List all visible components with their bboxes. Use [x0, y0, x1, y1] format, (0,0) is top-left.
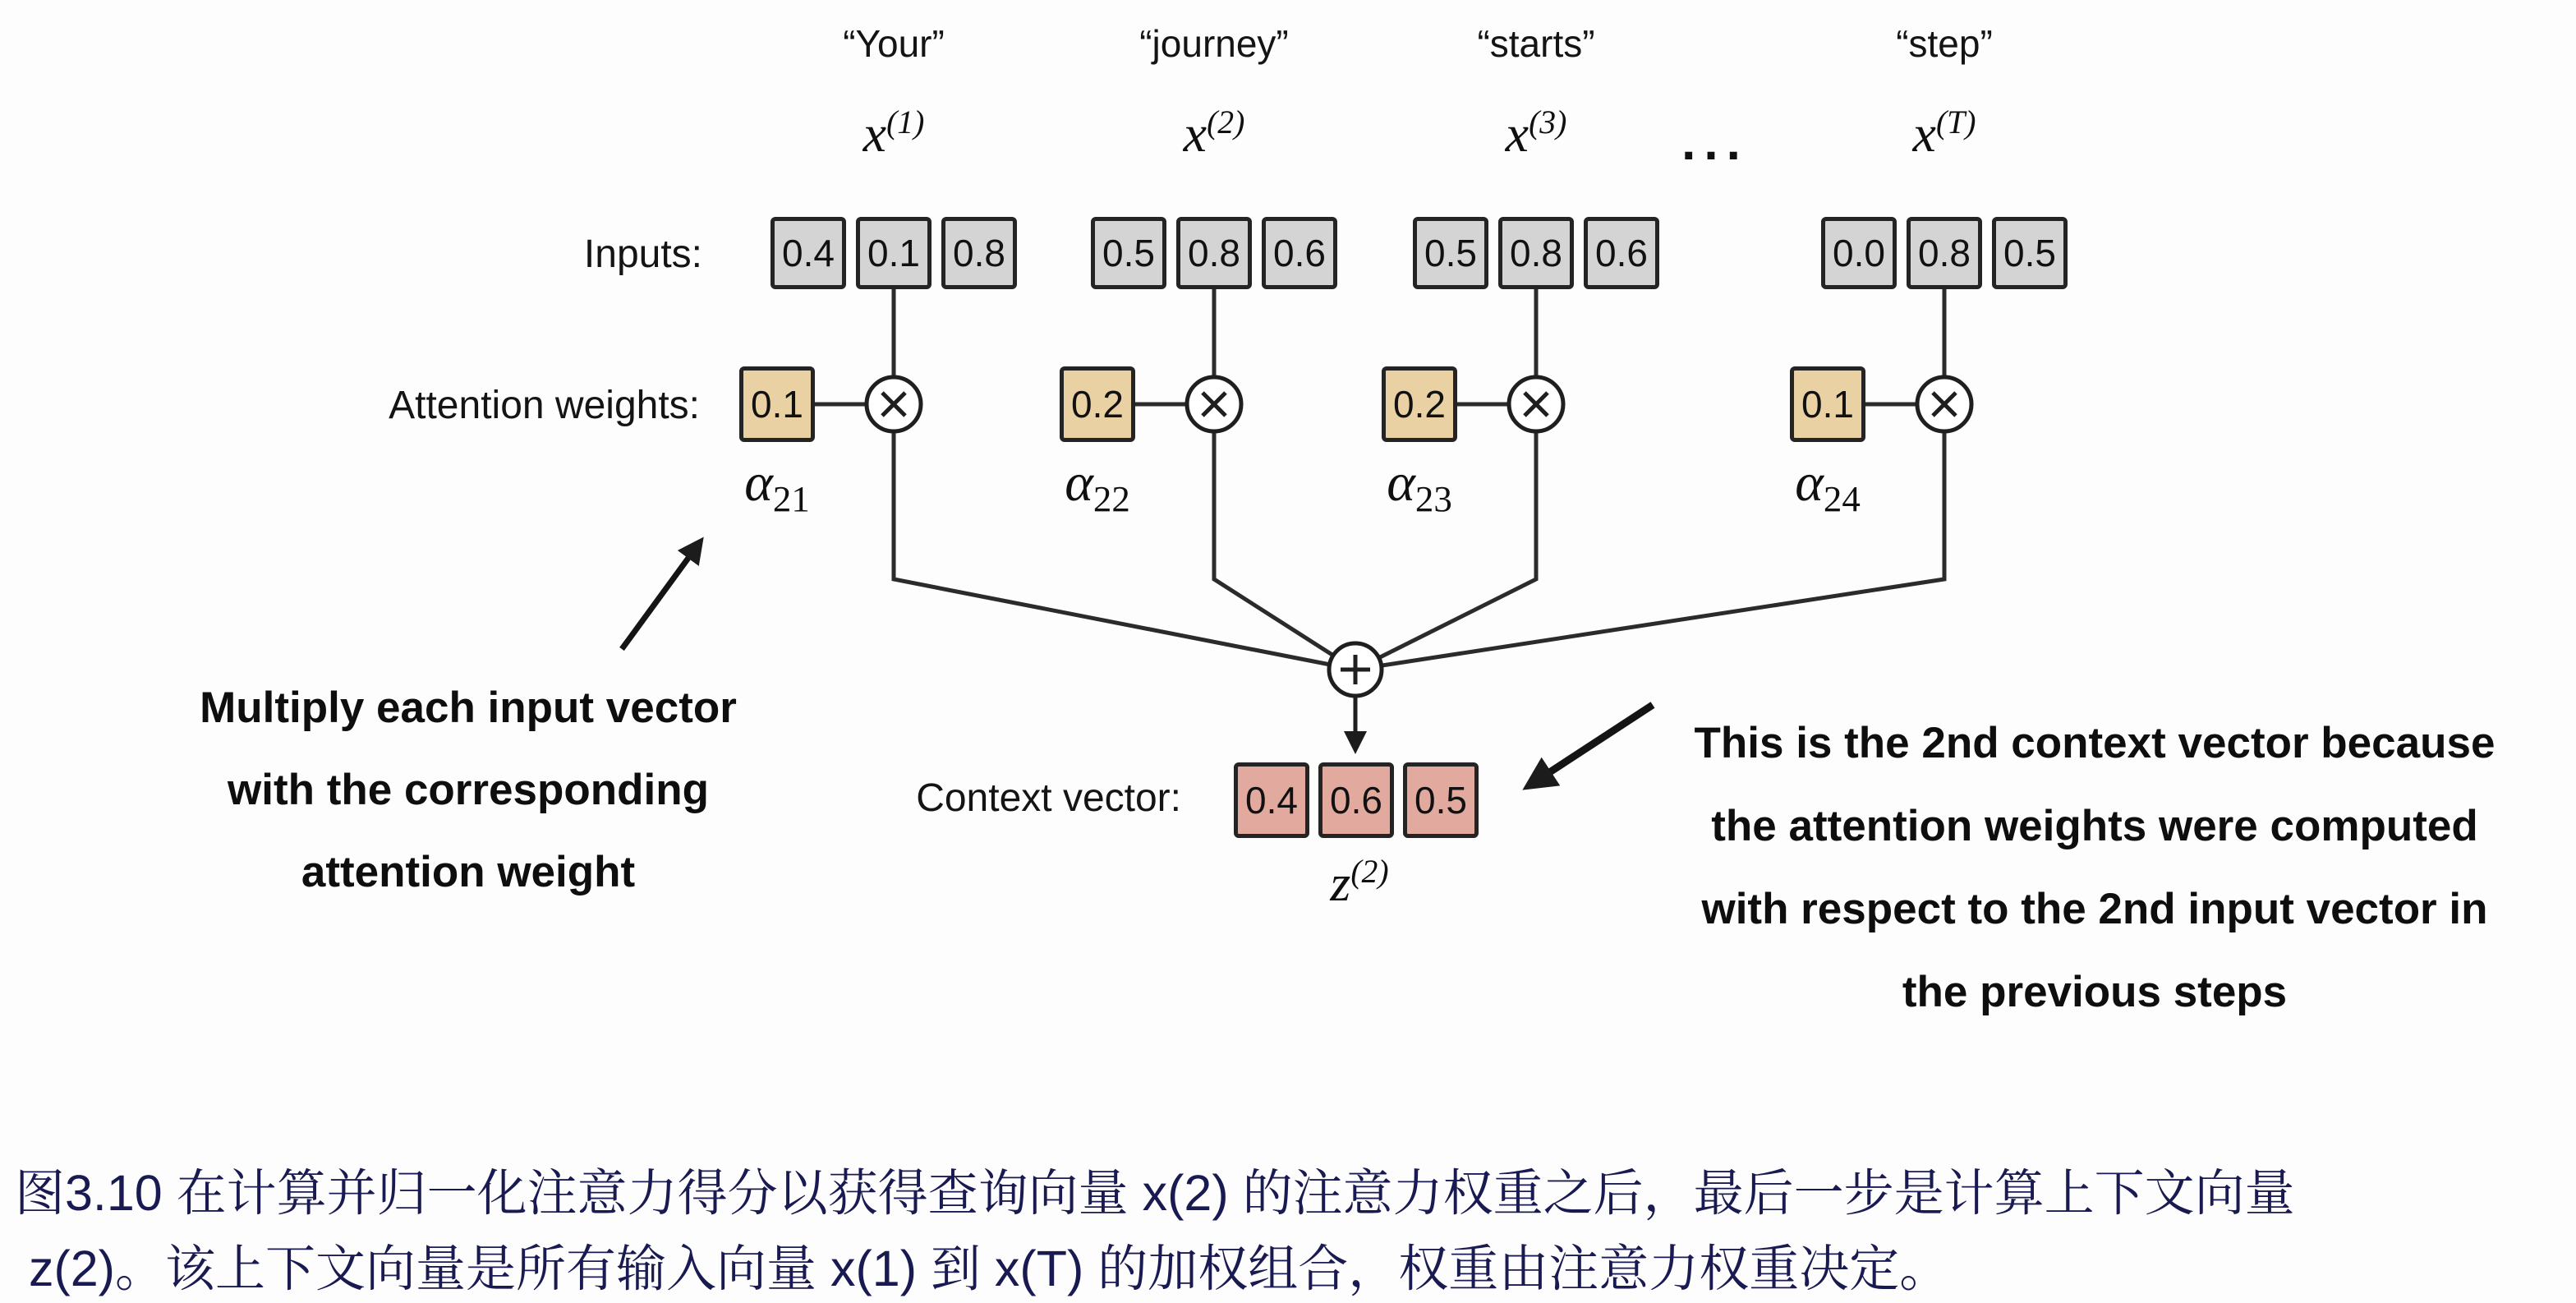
left-annotation: [156, 667, 780, 914]
sum-to-context-arrow: [1344, 698, 1367, 754]
input-cell: 0.6: [1584, 217, 1659, 289]
input-cell: 0.5: [1091, 217, 1166, 289]
left-annotation-arrow: [622, 542, 700, 649]
input-cell: 0.4: [770, 217, 846, 289]
context-vector-row-label: Context vector:: [916, 776, 1181, 820]
left-annotation-line: Multiply each input vector: [200, 684, 737, 732]
input-cell: 0.8: [1176, 217, 1252, 289]
multiply-icon-col1: [867, 377, 921, 431]
multiply-icon-col3: [1509, 377, 1563, 431]
input-cell: 0.0: [1821, 217, 1897, 289]
input-cell: 0.8: [1907, 217, 1982, 289]
attention-weight-cell: 0.1: [1790, 366, 1865, 442]
token-word-2: “journey”: [1139, 22, 1289, 65]
attention-weight-box-3: [1382, 366, 1457, 442]
input-cell: 0.6: [1262, 217, 1337, 289]
context-vector: [1234, 762, 1479, 838]
input-cell: 0.5: [1992, 217, 2068, 289]
input-vector-2: [1091, 217, 1337, 289]
multiply-icon-col2: [1187, 377, 1241, 431]
input-vector-1: [770, 217, 1017, 289]
left-annotation-line: with the corresponding: [228, 766, 709, 814]
attention-weight-cell: 0.2: [1382, 366, 1457, 442]
figure-caption-line2: z(2)。该上下文向量是所有输入向量 x(1) 到 x(T) 的加权组合，权重由注意力权重决定。: [15, 1241, 1950, 1296]
input-cell: 0.8: [941, 217, 1017, 289]
input-symbol-x1: $x^{(1)}$: [862, 104, 925, 163]
input-vector-4: [1821, 217, 2068, 289]
sum-icon: [1329, 643, 1382, 696]
inputs-row-label: Inputs:: [583, 233, 702, 276]
alpha-label-24: α24: [1795, 453, 1861, 519]
alpha-label-21: α21: [744, 453, 810, 519]
right-annotation: [1626, 702, 2563, 1034]
token-word-4: “step”: [1896, 22, 1993, 65]
context-cell: 0.6: [1318, 762, 1394, 838]
input-symbol-xT: $x^{(T)}$: [1912, 104, 1976, 163]
right-annotation-line: This is the 2nd context vector because: [1694, 719, 2496, 767]
attention-weight-box-4: [1790, 366, 1865, 442]
input-symbol-x3: $x^{(3)}$: [1505, 104, 1567, 163]
right-annotation-line: the previous steps: [1902, 968, 2288, 1016]
context-cell: 0.5: [1403, 762, 1479, 838]
right-annotation-line: with respect to the 2nd input vector in: [1701, 885, 2488, 933]
input-cell: 0.8: [1498, 217, 1574, 289]
input-symbol-x2: $x^{(2)}$: [1183, 104, 1245, 163]
input-cell: 0.1: [856, 217, 932, 289]
figure-caption-line1: 图3.10 在计算并归一化注意力得分以获得查询向量 x(2) 的注意力权重之后，最后一步是计算上下文向量: [15, 1165, 2295, 1221]
context-cell: 0.4: [1234, 762, 1309, 838]
context-symbol-z2: $z^{(2)}$: [1330, 854, 1389, 912]
input-cell: 0.5: [1413, 217, 1488, 289]
attention-weight-box-2: [1060, 366, 1135, 442]
attention-weights-row-label: Attention weights:: [389, 384, 700, 427]
right-annotation-line: the attention weights were computed: [1711, 802, 2478, 850]
input-vector-3: [1413, 217, 1659, 289]
token-word-1: “Your”: [843, 22, 945, 65]
token-word-3: “starts”: [1477, 22, 1595, 65]
attention-weight-cell: 0.1: [739, 366, 815, 442]
multiply-icon-col4: [1917, 377, 1971, 431]
attention-weight-box-1: [739, 366, 815, 442]
left-annotation-line: attention weight: [301, 848, 636, 896]
alpha-label-22: α22: [1065, 453, 1130, 519]
attention-weight-cell: 0.2: [1060, 366, 1135, 442]
ellipsis: ...: [1681, 114, 1749, 171]
alpha-label-23: α23: [1387, 453, 1452, 519]
